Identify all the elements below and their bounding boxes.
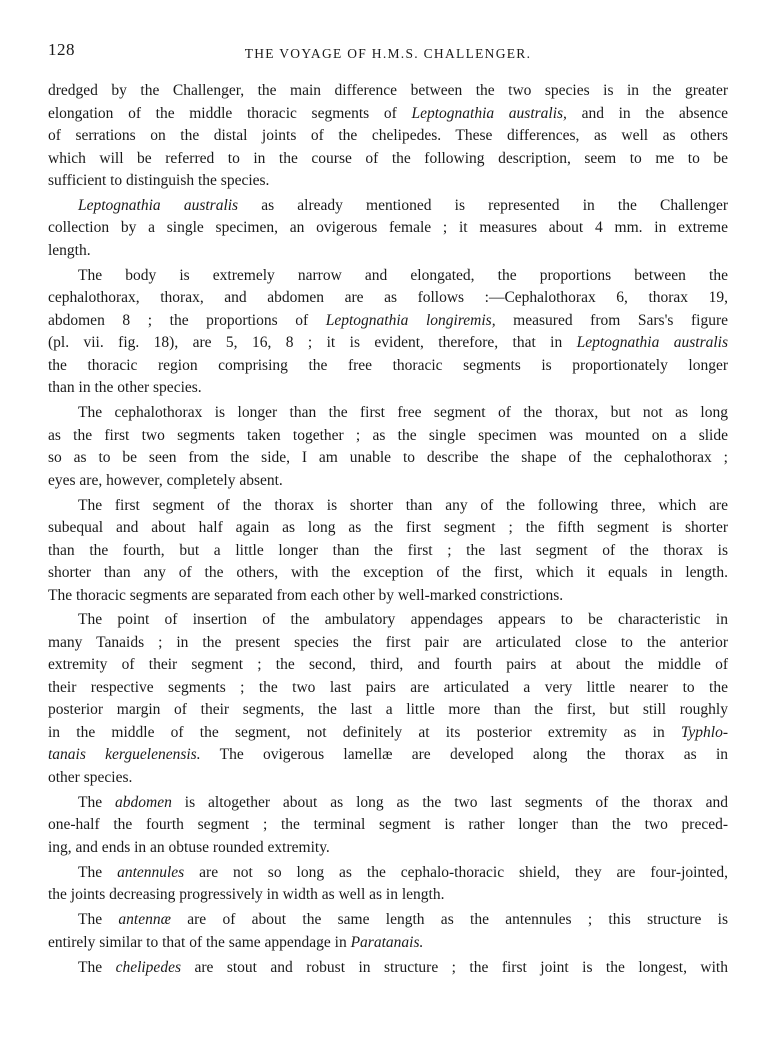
- text-run: The body is extremely narrow and elongated, the proportions between the: [78, 266, 728, 284]
- text-line: [48, 677, 728, 700]
- text-run: as already mentioned is represented in the Challenger: [238, 196, 728, 214]
- text-run: than the fourth, but a little longer than the first ; the last segment of the thorax is: [48, 541, 728, 559]
- text-run: sufficient to distinguish the species.: [48, 172, 270, 189]
- text-run: ing, and ends in an obtuse rounded extremity.: [48, 838, 330, 856]
- text-line: [48, 884, 728, 907]
- paragraph: [48, 195, 728, 263]
- text-run: length.: [48, 241, 91, 259]
- paragraph: [48, 80, 728, 193]
- page-header: [0, 0, 776, 80]
- text-run: so as to be seen from the side, I am unable to describe the shape of the cephalothorax ;: [48, 449, 728, 467]
- paragraph: [48, 792, 728, 860]
- text-run: The first segment of the thorax is shorter than any of the following three, which are: [78, 496, 728, 514]
- text-line: [48, 332, 728, 355]
- italic-text: chelipedes: [115, 958, 181, 976]
- text-line: [48, 517, 728, 540]
- text-line: [48, 265, 728, 288]
- text-run: The: [78, 863, 118, 881]
- text-run: the thoracic region comprising the free thoracic segments is proportionately longer: [48, 356, 728, 374]
- text-line: [48, 932, 728, 955]
- text-line: [48, 170, 728, 193]
- page-number: 128: [48, 40, 75, 59]
- text-line: [48, 540, 728, 563]
- text-line: [48, 722, 728, 745]
- text-line: [48, 310, 728, 333]
- text-line: [48, 495, 728, 518]
- text-run: The: [78, 911, 119, 929]
- text-run: elongation of the middle thoracic segments of: [48, 104, 412, 122]
- italic-text: Leptognathia australis,: [411, 104, 567, 122]
- text-line: [48, 148, 728, 171]
- text-line: [48, 837, 728, 860]
- body-text: [48, 80, 728, 979]
- text-run: in the middle of the segment, not definitely at its posterior extremity as in: [48, 723, 681, 741]
- italic-text: antennules: [117, 863, 185, 881]
- text-run: entirely similar to that of the same appendage in: [48, 933, 351, 951]
- text-line: [48, 814, 728, 837]
- text-line: [48, 562, 728, 585]
- text-line: [48, 377, 728, 400]
- text-line: [48, 909, 728, 932]
- text-run: posterior margin of their segments, the last a little more than the first, but still roughly: [48, 701, 728, 719]
- paragraph: [48, 265, 728, 400]
- text-run: which will be referred to in the course of the following description, seem to me to be: [48, 149, 728, 167]
- text-run: are not so long as the cephalo-thoracic shield, they are four-jointed,: [184, 863, 728, 881]
- text-run: eyes are, however, completely absent.: [48, 471, 283, 489]
- text-line: [48, 470, 728, 493]
- text-line: [48, 287, 728, 310]
- text-line: [48, 609, 728, 632]
- italic-text: Leptognathia australis: [78, 196, 239, 214]
- text-line: [48, 767, 728, 790]
- italic-text: Leptognathia australis: [576, 334, 729, 352]
- text-run: measured from Sars's figure: [495, 311, 728, 329]
- text-run: many Tanaids ; in the present species the first pair are articulated close to the anterior: [48, 633, 728, 651]
- text-run: as the first two segments taken together ; as the single specimen was mounted on a slide: [48, 426, 728, 444]
- text-line: [48, 240, 728, 263]
- text-run: The point of insertion of the ambulatory appendages appears to be characteristic in: [78, 611, 728, 629]
- text-run: the joints decreasing progressively in width as well as in length.: [48, 886, 445, 904]
- text-run: abdomen 8 ; the proportions of: [48, 311, 326, 329]
- text-run: their respective segments ; the two last pairs are articulated a very little nearer to the: [48, 678, 728, 696]
- text-line: [48, 654, 728, 677]
- text-run: than in the other species.: [48, 379, 202, 397]
- paragraph: [48, 909, 728, 954]
- running-title: THE VOYAGE OF H.M.S. CHALLENGER.: [244, 46, 532, 61]
- paragraph: [48, 402, 728, 492]
- italic-text: Typhlo-: [680, 723, 728, 741]
- text-run: one-half the fourth segment ; the terminal segment is rather longer than the two preced-: [48, 816, 728, 834]
- text-run: shorter than any of the others, with the exception of the first, which it equals in length.: [48, 564, 728, 582]
- text-line: [48, 355, 728, 378]
- text-run: The: [78, 793, 116, 811]
- paragraph: [48, 862, 728, 907]
- italic-text: Paratanais.: [350, 933, 424, 951]
- text-run: other species.: [48, 768, 133, 786]
- text-line: [48, 792, 728, 815]
- italic-text: antennæ: [118, 911, 171, 929]
- italic-text: abdomen: [115, 793, 172, 811]
- paragraph: [48, 957, 728, 980]
- text-run: subequal and about half again as long as the first segment ; the fifth segment is shorter: [48, 519, 728, 537]
- text-run: and in the absence: [566, 104, 728, 122]
- text-run: extremity of their segment ; the second, third, and fourth pairs at about the middle of: [48, 656, 728, 674]
- text-run: of serrations on the distal joints of the chelipedes. These differences, as well as others: [48, 127, 728, 144]
- text-line: [48, 585, 728, 608]
- text-line: [48, 125, 728, 148]
- italic-text: tanais kerguelenensis.: [48, 746, 201, 764]
- paragraph: [48, 609, 728, 789]
- text-run: The ovigerous lamellæ are developed along the thorax as in: [200, 746, 728, 764]
- text-line: [48, 195, 728, 218]
- text-line: [48, 957, 728, 980]
- text-line: [48, 103, 728, 126]
- text-line: [48, 80, 728, 103]
- text-run: are stout and robust in structure ; the first joint is the longest, with: [180, 958, 728, 976]
- text-line: [48, 447, 728, 470]
- text-line: [48, 217, 728, 240]
- text-line: [48, 699, 728, 722]
- text-line: [48, 744, 728, 767]
- text-line: [48, 862, 728, 885]
- text-line: [48, 402, 728, 425]
- text-run: are of about the same length as the antennules ; this structure is: [170, 911, 728, 929]
- paragraph: [48, 495, 728, 608]
- text-run: collection by a single specimen, an ovigerous female ; it measures about 4 mm. in extreme: [48, 219, 728, 237]
- text-run: (pl. vii. fig. 18), are 5, 16, 8 ; it is evident, therefore, that in: [48, 334, 577, 352]
- text-line: [48, 632, 728, 655]
- text-run: cephalothorax, thorax, and abdomen are as follows :—Cephalothorax 6, thorax 19,: [48, 289, 728, 307]
- text-line: [48, 425, 728, 448]
- italic-text: Leptognathia longiremis,: [325, 311, 496, 329]
- text-run: The: [78, 958, 116, 976]
- text-run: The cephalothorax is longer than the first free segment of the thorax, but not as long: [78, 404, 728, 422]
- text-run: The thoracic segments are separated from each other by well-marked constrictions.: [48, 586, 564, 604]
- text-run: is altogether about as long as the two last segments of the thorax and: [171, 793, 728, 811]
- text-run: dredged by the Challenger, the main difference between the two species is in the greater: [48, 82, 728, 99]
